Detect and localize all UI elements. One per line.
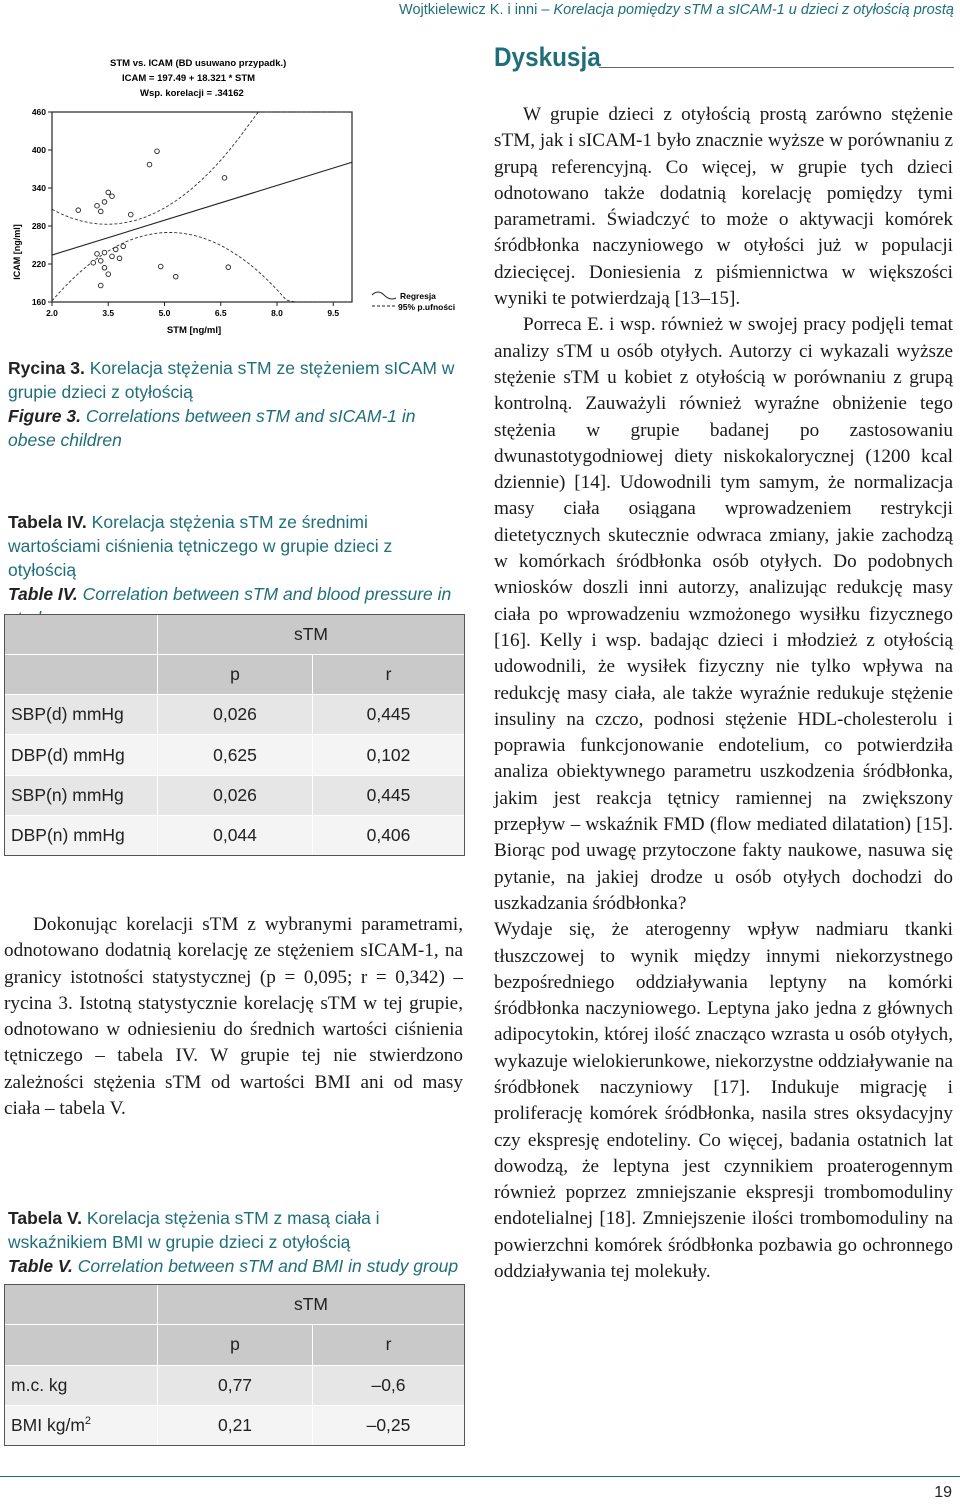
data-point bbox=[226, 265, 231, 270]
legend-regression: Regresja bbox=[400, 291, 436, 301]
data-point bbox=[95, 203, 100, 208]
paragraph: Dokonując korelacji sTM z wybranymi parametrami, odnotowano dodatnią korelację ze stężeniem sICAM-1, na granicy istotności statystycznej (p = 0,095; r = 0,342) – rycina 3. Istotną statystycznie korelację sTM w tej grupie, odnotowano w odniesieniu do średnich wartości ciśnienia tętniczego – tabela IV. W grupie tej nie stwierdzono zależności stężenia sTM od wartości BMI ani od masy ciała – tabela V. bbox=[4, 914, 463, 1120]
data-point bbox=[173, 274, 178, 279]
running-head-authors: Wojtkielewicz K. i inni bbox=[399, 2, 538, 18]
paragraph: W grupie dzieci z otyłością prostą zarówno stężenie sTM, jak i sICAM-1 było znacznie wyższe w porównaniu z grupą referencyjną. Co więcej, w grupie tych dzieci odnotowano także dodatnią korelację pomiędzy tymi parametrami. Świadczyć to może o aktywacji komórek śródbłonka naczyniowego w otyłości już w populacji dziecięcej. Doniesienia z piśmiennictwa w większości wyniki te potwierdzają [13–15]. bbox=[494, 104, 953, 310]
confidence-lower-line bbox=[52, 233, 352, 303]
table-4-en-text: Correlation between sTM and blood pressure in bbox=[82, 584, 452, 604]
table-4-caption bbox=[8, 510, 463, 630]
data-point bbox=[110, 194, 115, 199]
y-tick-label: 280 bbox=[31, 221, 46, 231]
data-point bbox=[222, 176, 227, 181]
data-point bbox=[76, 208, 81, 213]
data-point bbox=[128, 212, 133, 217]
scatter-chart bbox=[12, 52, 462, 347]
table-5-en-label: Table V. bbox=[8, 1256, 73, 1276]
x-tick-label: 2.0 bbox=[46, 308, 58, 318]
section-heading bbox=[494, 42, 954, 78]
y-tick-label: 340 bbox=[31, 183, 46, 193]
table-5-pl-label: Tabela V. bbox=[8, 1208, 82, 1228]
x-tick-label: 5.0 bbox=[158, 308, 171, 318]
table-4-pl-label: Tabela IV. bbox=[8, 512, 87, 532]
chart-legend bbox=[372, 291, 455, 312]
running-head-title: Korelacja pomiędzy sTM a sICAM-1 u dzieci z otyłością prostą bbox=[553, 2, 954, 18]
page-number: 19 bbox=[934, 1484, 952, 1501]
table-5-caption bbox=[8, 1206, 463, 1278]
data-point bbox=[113, 247, 118, 252]
table-row: SBP(d) mmHg 0,026 0,445 bbox=[5, 695, 465, 735]
figure-caption-en-text: Correlations between sTM and sICAM-1 in obese children bbox=[8, 406, 416, 450]
figure-caption-pl-label: Rycina 3. bbox=[8, 358, 85, 378]
footer-rule bbox=[0, 1476, 960, 1477]
data-point bbox=[147, 162, 152, 167]
chart-equation: ICAM = 197.49 + 18.321 * STM bbox=[122, 73, 256, 84]
left-body-text bbox=[4, 912, 463, 1122]
figure-3 bbox=[12, 52, 462, 347]
table-row: SBP(n) mmHg 0,026 0,445 bbox=[5, 775, 465, 815]
data-point bbox=[121, 244, 126, 249]
data-point bbox=[155, 149, 160, 154]
data-point bbox=[102, 266, 107, 271]
y-axis-label: ICAM [ng/ml] bbox=[12, 224, 22, 280]
x-axis-label: STM [ng/ml] bbox=[166, 325, 222, 336]
table-4-col-r: r bbox=[313, 655, 465, 695]
paragraph: Porreca E. i wsp. również w swojej pracy podjęli temat analizy sTM u osób otyłych. Autorzy ci wykazali wyższe stężenie sTM u kobiet z otyłością w porównaniu z grupą kontrolną. Zauważyli również wyraźne obniżenie tego stężenia w grupie badanej po zastosowaniu dwunastotygodniowej diety niskokalorycznej (1200 kcal dziennie) [14]. Udowodnili tym samym, że normalizacja masy ciała osiągana wprowadzeniem restrykcji dietetycznych skutecznie odwraca zmiany, jakie zachodzą w komórkach śródbłonka osób otyłych. Do podobnych wniosków doszli inni autorzy, analizując redukcję masy ciała po wprowadzeniu wzmożonego wysiłku fizycznego [16]. Kelly i wsp. badając dzieci i młodzież z otyłością udowodnili, że wysiłek fizyczny nie tylko wpływa na redukcję masy ciała, ale także wyraźnie redukuje stężenie insuliny na czczo, podnosi stężenie HDL-cholesterolu i poprawia funkcjonowanie endotelium, co potwierdziła analiza obiektywnego parametru uszkodzenia śródbłonka, jakim jest reakcja tętnicy ramiennej na zwiększony przepływ – wskaźnik FMD (flow mediated dilatation) [15]. Biorąc pod uwagę przytoczone fakty naukowe, nasuwa się pytanie, na jakiej drodze u osób otyłych dochodzi do uszkadzania śródbłonka? bbox=[494, 314, 953, 914]
section-title: Dyskusja bbox=[494, 42, 601, 72]
chart-correlation: Wsp. korelacji = .34162 bbox=[140, 88, 244, 99]
data-point bbox=[98, 259, 103, 264]
y-tick-label: 400 bbox=[31, 145, 46, 155]
figure-caption-pl-text: Korelacja stężenia sTM ze stężeniem sICAM w grupie dzieci z otyłością bbox=[8, 358, 455, 402]
table-5-col-p: p bbox=[158, 1325, 313, 1365]
data-point bbox=[106, 190, 111, 195]
table-5-group-header: sTM bbox=[158, 1285, 465, 1325]
table-row: m.c. kg 0,77 –0,6 bbox=[5, 1365, 465, 1405]
data-point bbox=[158, 264, 163, 269]
chart-title: STM vs. ICAM (BD usuwano przypadk.) bbox=[110, 58, 287, 69]
table-row: BMI $kg/m^2$ 0,21 –0,25 bbox=[5, 1405, 465, 1445]
legend-regression-icon bbox=[372, 292, 396, 299]
right-body-text bbox=[494, 102, 953, 1285]
data-point bbox=[98, 209, 103, 214]
legend-confidence: 95% p.ufności bbox=[398, 302, 456, 312]
table-row: DBP(d) mmHg 0,625 0,102 bbox=[5, 735, 465, 775]
data-point bbox=[91, 260, 96, 265]
table-4-group-header: sTM bbox=[158, 615, 465, 655]
figure-caption-en-label: Figure 3. bbox=[8, 406, 81, 426]
table-4-pl-text: Korelacja stężenia sTM ze średnimi wartościami ciśnienia tętniczego w grupie dzieci z otyłością bbox=[8, 512, 393, 580]
x-tick-label: 9.5 bbox=[327, 308, 340, 318]
table-5-pl-text: Korelacja stężenia sTM z masą ciała i wskaźnikiem BMI w grupie dzieci z otyłością bbox=[8, 1208, 380, 1252]
data-point bbox=[98, 283, 103, 288]
data-point bbox=[106, 272, 111, 277]
running-head: Wojtkielewicz K. i inni – Korelacja pomiędzy sTM a sICAM-1 u dzieci z otyłością prostą bbox=[399, 2, 954, 18]
data-point bbox=[102, 200, 107, 205]
table-5 bbox=[4, 1284, 465, 1446]
table-row: DBP(n) mmHg 0,044 0,406 bbox=[5, 815, 465, 855]
data-point bbox=[102, 250, 107, 255]
x-tick-label: 3.5 bbox=[102, 308, 115, 318]
data-point bbox=[110, 254, 115, 259]
table-4 bbox=[4, 614, 465, 856]
x-tick-label: 8.0 bbox=[271, 308, 283, 318]
x-tick-label: 6.5 bbox=[214, 308, 227, 318]
y-tick-label: 220 bbox=[31, 259, 46, 269]
y-tick-label: 460 bbox=[31, 107, 46, 117]
data-point bbox=[117, 256, 122, 261]
table-4-en-label: Table IV. bbox=[8, 584, 78, 604]
table-5-col-r: r bbox=[313, 1325, 465, 1365]
section-rule bbox=[599, 67, 954, 68]
figure-caption bbox=[8, 356, 463, 452]
paragraph: Wydaje się, że aterogenny wpływ nadmiaru tkanki tłuszczowej to wynik między innymi niekorzystnego bezpośredniego oddziaływania leptyny na komórki śródbłonka naczyniowego. Leptyna jako jedna z głównych adipocytokin, której ilość znacząco wzrasta u osób otyłych, wykazuje wielokierunkowe, niekorzystne oddziaływanie na śródbłonek naczyniowy [17]. Indukuje migrację i proliferację komórek śródbłonka, nasila stres oksydacyjny czy ekspresję endoteliny. Co więcej, badania ostatnich lat dowodzą, że leptyna jest czynnikiem proaterogennym również poprzez zmniejszanie ekspresji trombomoduliny endotelialnej [18]. Zmniejszenie ilości trombomoduliny na powierzchni komórek śródbłonka pozbawia go ochronnego oddziaływania tej molekuły. bbox=[494, 919, 953, 1283]
y-tick-label: 160 bbox=[31, 297, 46, 307]
table-5-en-text: Correlation between sTM and BMI in study group bbox=[77, 1256, 459, 1276]
regression-line bbox=[52, 162, 352, 255]
table-4-col-p: p bbox=[158, 655, 313, 695]
data-point bbox=[95, 252, 100, 257]
